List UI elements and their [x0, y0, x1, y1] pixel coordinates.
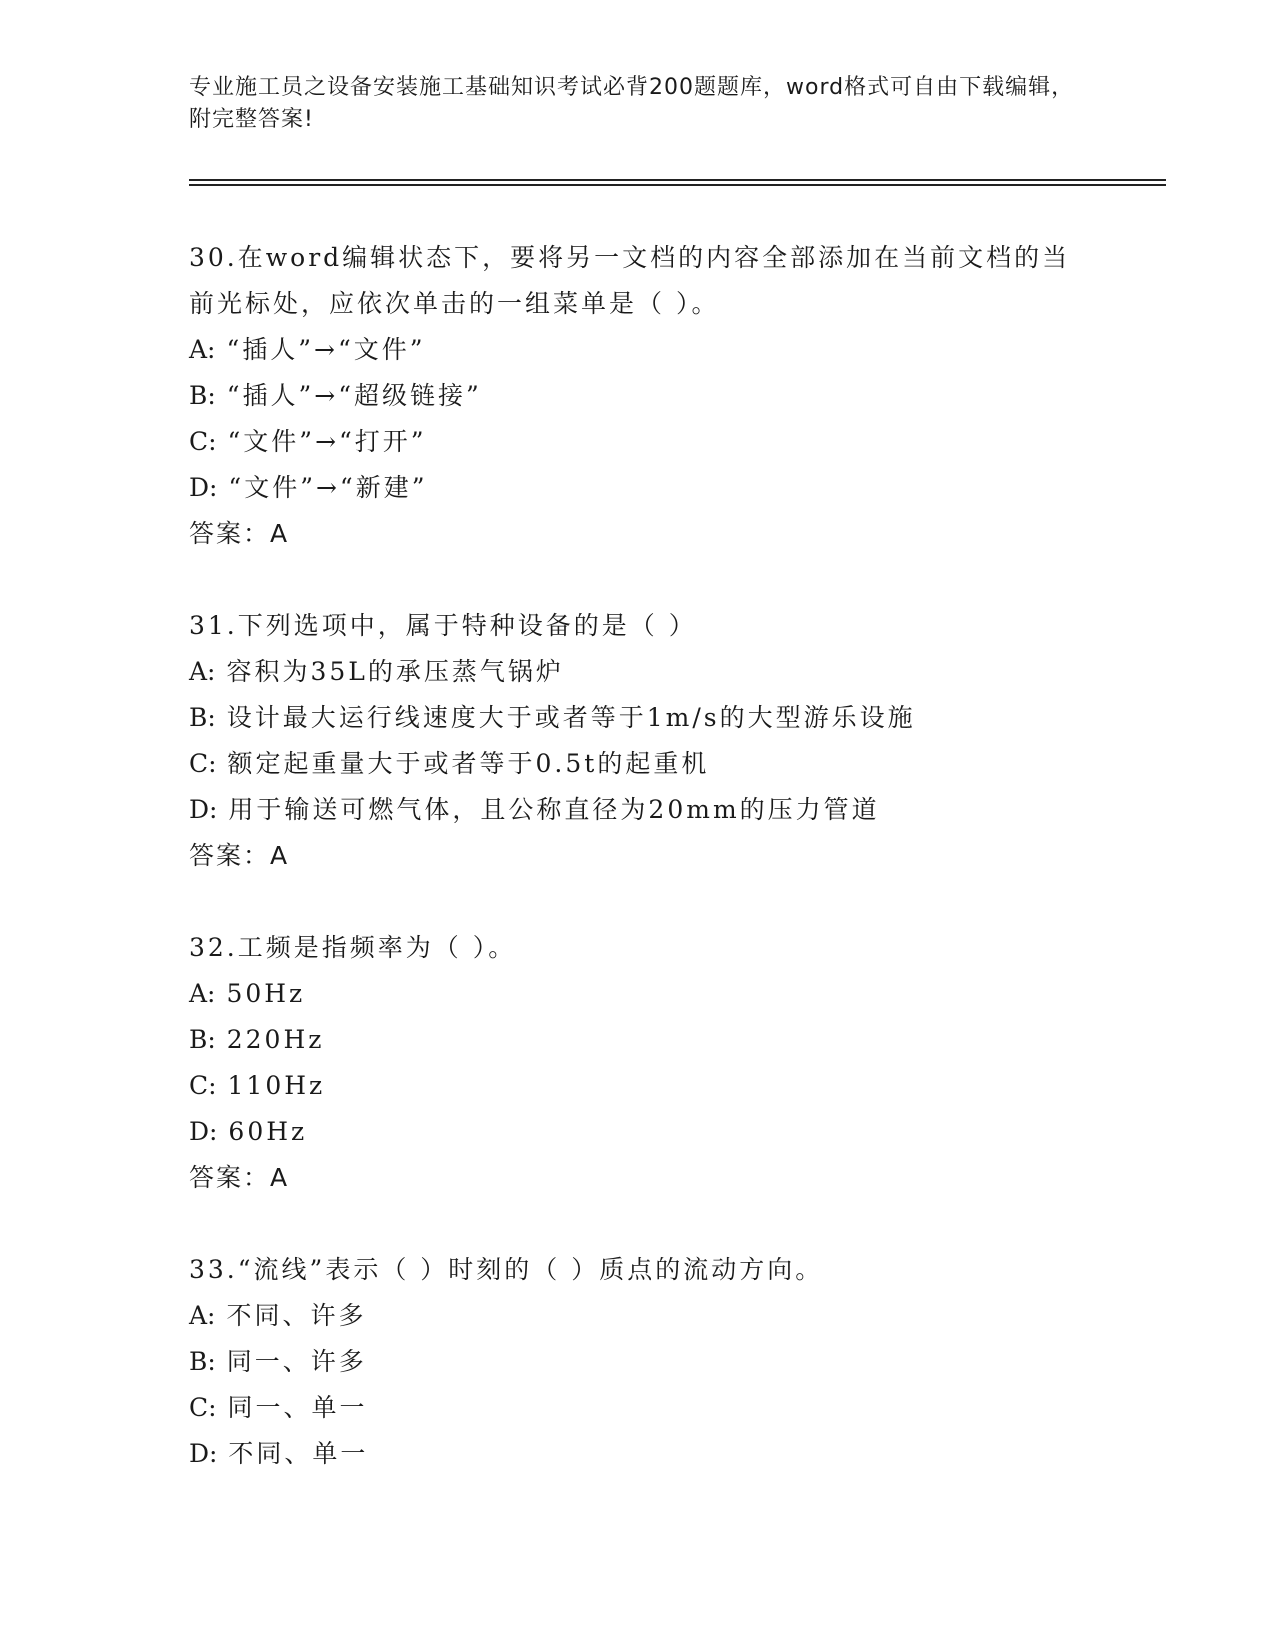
- option-letter: B:: [189, 703, 216, 732]
- option-d: [189, 1431, 1089, 1477]
- option-letter: A:: [189, 979, 216, 1008]
- option-letter: B:: [189, 1347, 216, 1376]
- option-letter: A:: [189, 657, 216, 686]
- option-text: “文件”→“打开”: [227, 427, 427, 456]
- option-letter: D:: [189, 795, 218, 824]
- question-stem: 33.“流线”表示（ ）时刻的（ ）质点的流动方向。: [189, 1255, 824, 1284]
- option-letter: A:: [189, 1301, 216, 1330]
- question-stem: 31.下列选项中，属于特种设备的是（ ）: [189, 611, 697, 640]
- question-33: [189, 1247, 1089, 1477]
- header-rule-top: [189, 179, 1166, 181]
- option-letter: C:: [189, 749, 217, 778]
- option-text: 用于输送可燃气体，且公称直径为20mm的压力管道: [228, 795, 880, 824]
- option-text: 不同、单一: [228, 1439, 369, 1468]
- answer-line: 答案：A: [189, 519, 290, 548]
- option-d: [189, 787, 1089, 833]
- option-b: [189, 695, 1089, 741]
- option-c: [189, 1385, 1089, 1431]
- option-letter: A:: [189, 335, 216, 364]
- option-c: [189, 419, 1089, 465]
- option-text: “文件”→“新建”: [228, 473, 428, 502]
- option-letter: D:: [189, 1117, 218, 1146]
- header-rule-bottom: [189, 184, 1166, 186]
- option-text: 容积为35L的承压蒸气锅炉: [226, 657, 564, 686]
- option-text: 60Hz: [228, 1117, 308, 1146]
- option-a: [189, 971, 1089, 1017]
- option-a: [189, 649, 1089, 695]
- question-32: [189, 925, 1089, 1201]
- question-31: [189, 603, 1089, 879]
- option-text: 不同、许多: [226, 1301, 367, 1330]
- option-letter: C:: [189, 427, 217, 456]
- option-a: [189, 327, 1089, 373]
- option-letter: B:: [189, 381, 216, 410]
- option-text: 同一、许多: [226, 1347, 367, 1376]
- option-text: “插人”→“超级链接”: [226, 381, 482, 410]
- option-letter: C:: [189, 1071, 217, 1100]
- option-c: [189, 741, 1089, 787]
- option-b: [189, 373, 1089, 419]
- option-text: 同一、单一: [227, 1393, 368, 1422]
- question-stem: 30.在word编辑状态下，要将另一文档的内容全部添加在当前文档的当前光标处，应依次单击的一组菜单是（ ）。: [189, 243, 1071, 318]
- option-b: [189, 1339, 1089, 1385]
- question-30: [189, 235, 1089, 557]
- option-text: “插人”→“文件”: [226, 335, 426, 364]
- option-text: 50Hz: [226, 979, 306, 1008]
- option-d: [189, 465, 1089, 511]
- option-text: 220Hz: [226, 1025, 325, 1054]
- answer-line: 答案：A: [189, 841, 290, 870]
- option-letter: B:: [189, 1025, 216, 1054]
- option-c: [189, 1063, 1089, 1109]
- option-text: 110Hz: [227, 1071, 326, 1100]
- option-letter: D:: [189, 473, 218, 502]
- option-letter: C:: [189, 1393, 217, 1422]
- answer-line: 答案：A: [189, 1163, 290, 1192]
- option-letter: D:: [189, 1439, 218, 1468]
- question-stem: 32.工频是指频率为（ ）。: [189, 933, 517, 962]
- option-b: [189, 1017, 1089, 1063]
- question-list: [189, 235, 1089, 1523]
- option-d: [189, 1109, 1089, 1155]
- document-header: 专业施工员之设备安装施工基础知识考试必背200题题库，word格式可自由下载编辑，附完整答案!: [189, 75, 1075, 132]
- option-text: 额定起重量大于或者等于0.5t的起重机: [227, 749, 710, 778]
- option-a: [189, 1293, 1089, 1339]
- option-text: 设计最大运行线速度大于或者等于1m/s的大型游乐设施: [226, 703, 916, 732]
